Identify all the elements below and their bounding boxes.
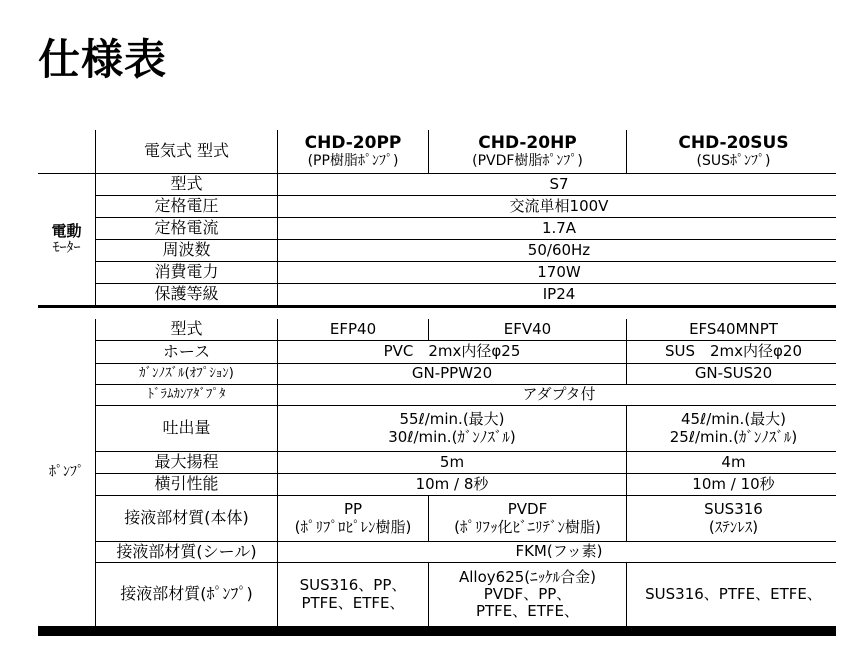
row-label: 定格電圧	[96, 196, 277, 217]
discharge-line: 55ℓ/min.(最大)	[399, 410, 505, 429]
row-label: ｶﾞﾝﾉｽﾞﾙ(ｵﾌﾟｼｮﾝ)	[96, 364, 277, 384]
row-label: 接液部材質(本体)	[96, 496, 277, 541]
discharge-line: 45ℓ/min.(最大)	[680, 410, 787, 429]
suction-sus: 10m / 10秒	[627, 474, 840, 495]
row-label: 型式	[96, 174, 277, 195]
pump-mat-line: PTFE、ETFE、	[475, 602, 580, 621]
row-label: 吐出量	[96, 406, 277, 451]
suction-pp-hp: 10m / 8秒	[278, 474, 626, 495]
pump-model-sus: EFS40MNPT	[627, 319, 840, 340]
pump-mat-line: Alloy625(ﾆｯｹﾙ合金)	[459, 567, 596, 586]
body-mat-line: PVDF	[507, 500, 548, 519]
pump-model-pp: EFP40	[278, 319, 428, 340]
body-mat-line: (ｽﾃﾝﾚｽ)	[708, 517, 759, 536]
body-mat-line: (ﾎﾟﾘﾌｯ化ﾋﾞﾆﾘﾃﾞﾝ樹脂)	[454, 517, 601, 536]
group-pump	[38, 319, 95, 626]
blank-corner	[38, 130, 95, 173]
model-name: CHD-20PP	[304, 132, 402, 153]
header-model-hp	[429, 130, 626, 173]
discharge-sus	[627, 406, 840, 451]
drum-value: アダプタ付	[278, 385, 840, 405]
nozzle-pp-hp: GN-PPW20	[278, 364, 626, 384]
body-mat-line: PP	[343, 500, 363, 519]
model-sub: (SUSﾎﾟﾝﾌﾟ)	[696, 153, 771, 170]
pump-mat-line: PTFE、ETFE、	[301, 593, 405, 612]
row-label: ﾄﾞﾗﾑｶﾝｱﾀﾞﾌﾟﾀ	[96, 385, 277, 405]
header-model-sus	[627, 130, 840, 173]
pump-mat-line: SUS316、PP、	[299, 576, 407, 595]
group-pump-label: ﾎﾟﾝﾌﾟ	[49, 464, 84, 481]
row-value: 170W	[278, 262, 840, 283]
header-model-pp	[278, 130, 428, 173]
spec-table-motor	[38, 130, 836, 308]
row-value: 交流単相100V	[278, 196, 840, 217]
seal-mat-value: FKM(フッ素)	[278, 542, 840, 562]
row-value: S7	[278, 174, 840, 195]
spec-table-pump	[38, 319, 836, 636]
group-motor-line1: 電動	[51, 221, 82, 240]
pump-model-hp: EFV40	[429, 319, 626, 340]
model-name: CHD-20HP	[478, 132, 577, 153]
body-mat-line: (ﾎﾟﾘﾌﾟﾛﾋﾟﾚﾝ樹脂)	[294, 517, 412, 536]
discharge-line: 30ℓ/min.(ｶﾞﾝﾉｽﾞﾙ)	[388, 427, 516, 446]
group-motor-line2: ﾓｰﾀｰ	[52, 240, 81, 257]
model-name: CHD-20SUS	[678, 132, 789, 153]
hose-sus: SUS 2mx内径φ20	[627, 341, 840, 363]
pump-mat-hp	[429, 563, 626, 626]
row-label: 定格電流	[96, 218, 277, 239]
row-value: 50/60Hz	[278, 240, 840, 261]
row-label: 周波数	[96, 240, 277, 261]
row-label: 接液部材質(ﾎﾟﾝﾌﾟ)	[96, 563, 277, 626]
page-title: 仕様表	[38, 35, 168, 84]
body-mat-hp	[429, 496, 626, 541]
row-label: 接液部材質(シール)	[96, 542, 277, 562]
pump-mat-sus: SUS316、PTFE、ETFE、	[627, 563, 840, 626]
head-sus: 4m	[627, 452, 840, 473]
discharge-pp-hp	[278, 406, 626, 451]
pump-mat-line: PVDF、PP、	[483, 584, 572, 603]
row-label: 消費電力	[96, 262, 277, 283]
row-value: IP24	[278, 284, 840, 305]
model-sub: (PVDF樹脂ﾎﾟﾝﾌﾟ)	[472, 153, 583, 170]
row-label: ホース	[96, 341, 277, 363]
body-mat-sus	[627, 496, 840, 541]
row-value: 1.7A	[278, 218, 840, 239]
model-sub: (PP樹脂ﾎﾟﾝﾌﾟ)	[307, 153, 399, 170]
discharge-line: 25ℓ/min.(ｶﾞﾝﾉｽﾞﾙ)	[669, 427, 798, 446]
row-label: 型式	[96, 319, 277, 340]
header-type-label: 電気式 型式	[96, 130, 277, 173]
row-label: 最大揚程	[96, 452, 277, 473]
row-label: 保護等級	[96, 284, 277, 305]
hose-pp-hp: PVC 2mx内径φ25	[278, 341, 626, 363]
body-mat-line: SUS316	[704, 500, 763, 519]
body-mat-pp	[278, 496, 428, 541]
pump-mat-pp	[278, 563, 428, 626]
group-motor	[38, 174, 95, 305]
nozzle-sus: GN-SUS20	[627, 364, 840, 384]
head-pp-hp: 5m	[278, 452, 626, 473]
row-label: 横引性能	[96, 474, 277, 495]
